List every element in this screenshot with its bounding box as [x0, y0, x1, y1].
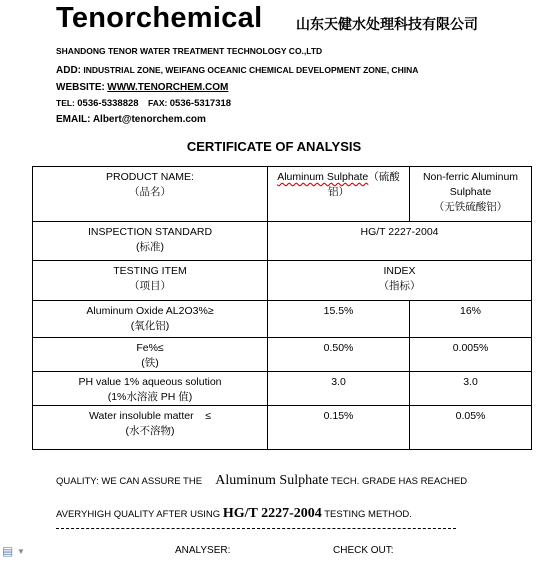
- product-col2: [410, 167, 532, 222]
- testing-item-label-en: TESTING ITEM: [113, 265, 187, 277]
- email-value: Albert@tenorchem.com: [92, 114, 206, 125]
- phone-line: [56, 98, 231, 109]
- email-label: EMAIL:: [56, 114, 91, 125]
- table-row: [33, 372, 532, 406]
- quality-statement-line1: [56, 473, 467, 489]
- quality-line2-suffix: TESTING METHOD.: [324, 509, 412, 520]
- index-label-cn: （指标）: [378, 280, 421, 292]
- index-label-en: INDEX: [383, 265, 416, 277]
- analysis-table: [32, 166, 532, 450]
- table-row: [33, 338, 532, 372]
- test-item-en: PH value 1% aqueous solution: [78, 376, 222, 388]
- website-line: [56, 82, 228, 93]
- standard-label-cn: (标准): [136, 241, 164, 253]
- value-cell: 3.0: [268, 372, 410, 406]
- test-item-cn: (水不溶物): [125, 425, 175, 437]
- test-item-cn: (氧化铝): [130, 320, 170, 332]
- company-logo-text: Tenorchemical: [56, 2, 263, 34]
- value-cell: 0.50%: [268, 338, 410, 372]
- product-name-label: [33, 167, 268, 222]
- product-label-en: PRODUCT NAME:: [106, 171, 194, 183]
- tel-value: 0536-5338828: [77, 98, 139, 109]
- testing-item-label-cn: （项目）: [129, 280, 171, 292]
- quality-prefix: QUALITY: WE CAN ASSURE THE: [56, 476, 203, 487]
- table-row-product: [33, 167, 532, 222]
- value-cell: 0.05%: [410, 406, 532, 450]
- table-row: [33, 406, 532, 450]
- address-value: INDUSTRIAL ZONE, WEIFANG OCEANIC CHEMICAL DEVELOPMENT ZONE, CHINA: [83, 65, 419, 75]
- quality-suffix: TECH. GRADE HAS REACHED: [330, 476, 468, 487]
- quality-statement-line2: [56, 506, 412, 522]
- standard-label-en: INSPECTION STANDARD: [87, 226, 213, 238]
- test-item-en: Water insoluble matter ≤: [88, 410, 212, 422]
- website-link[interactable]: WWW.TENORCHEM.COM: [107, 82, 229, 93]
- table-row-standard: [33, 222, 532, 261]
- product-col2-en: Non-ferric Aluminum Sulphate: [422, 171, 519, 198]
- website-label: WEBSITE:: [56, 82, 105, 93]
- fax-value: 0536-5317318: [169, 98, 232, 109]
- quality-line2-standard: HG/T 2227-2004: [222, 506, 322, 521]
- test-item-cn: (铁): [141, 357, 159, 369]
- table-row-testing-item: [33, 261, 532, 301]
- product-col1: [268, 167, 410, 222]
- standard-label: [33, 222, 268, 261]
- quality-line2-prefix: AVERYHIGH QUALITY AFTER USING: [56, 509, 221, 520]
- address-line: [56, 65, 418, 76]
- fax-label: FAX:: [148, 98, 168, 108]
- tel-label: TEL:: [56, 98, 75, 108]
- value-cell: 15.5%: [268, 301, 410, 338]
- test-item-en: Fe%≤: [136, 342, 164, 354]
- test-item-en: Aluminum Oxide AL2O3%≥: [86, 305, 214, 317]
- test-item-cn: (1%水溶液 PH 值): [107, 391, 193, 403]
- value-cell: 0.005%: [410, 338, 532, 372]
- product-label-cn: （品名）: [129, 186, 171, 198]
- product-col1-cn: （硫酸铝）: [328, 171, 400, 198]
- company-name-chinese: 山东天健水处理科技有限公司: [296, 17, 478, 33]
- document-icon[interactable]: ▤: [2, 544, 14, 558]
- product-col2-cn: （无铁硫酸铝）: [433, 201, 508, 213]
- quality-product: Aluminum Sulphate: [215, 473, 329, 488]
- product-col1-en: Aluminum Sulphate: [277, 171, 369, 183]
- certificate-title: CERTIFICATE OF ANALYSIS: [186, 139, 362, 154]
- test-item-cell: [33, 406, 268, 450]
- address-label: ADD:: [56, 65, 81, 76]
- standard-value: [268, 222, 532, 261]
- test-item-cell: [33, 338, 268, 372]
- test-item-cell: [33, 301, 268, 338]
- testing-item-label: [33, 261, 268, 301]
- value-cell: 0.15%: [268, 406, 410, 450]
- index-header: [268, 261, 532, 301]
- standard-value-text: HG/T 2227-2004: [360, 226, 439, 238]
- company-name-english: SHANDONG TENOR WATER TREATMENT TECHNOLOGY CO.,LTD: [56, 46, 323, 56]
- value-cell: 3.0: [410, 372, 532, 406]
- test-item-cell: [33, 372, 268, 406]
- check-out-label: CHECK OUT:: [333, 545, 394, 556]
- value-cell: 16%: [410, 301, 532, 338]
- email-line: [56, 114, 206, 125]
- table-row: [33, 301, 532, 338]
- dashed-divider: [56, 528, 456, 529]
- dropdown-arrow-icon[interactable]: ▼: [17, 547, 25, 556]
- analyser-label: ANALYSER:: [175, 545, 231, 556]
